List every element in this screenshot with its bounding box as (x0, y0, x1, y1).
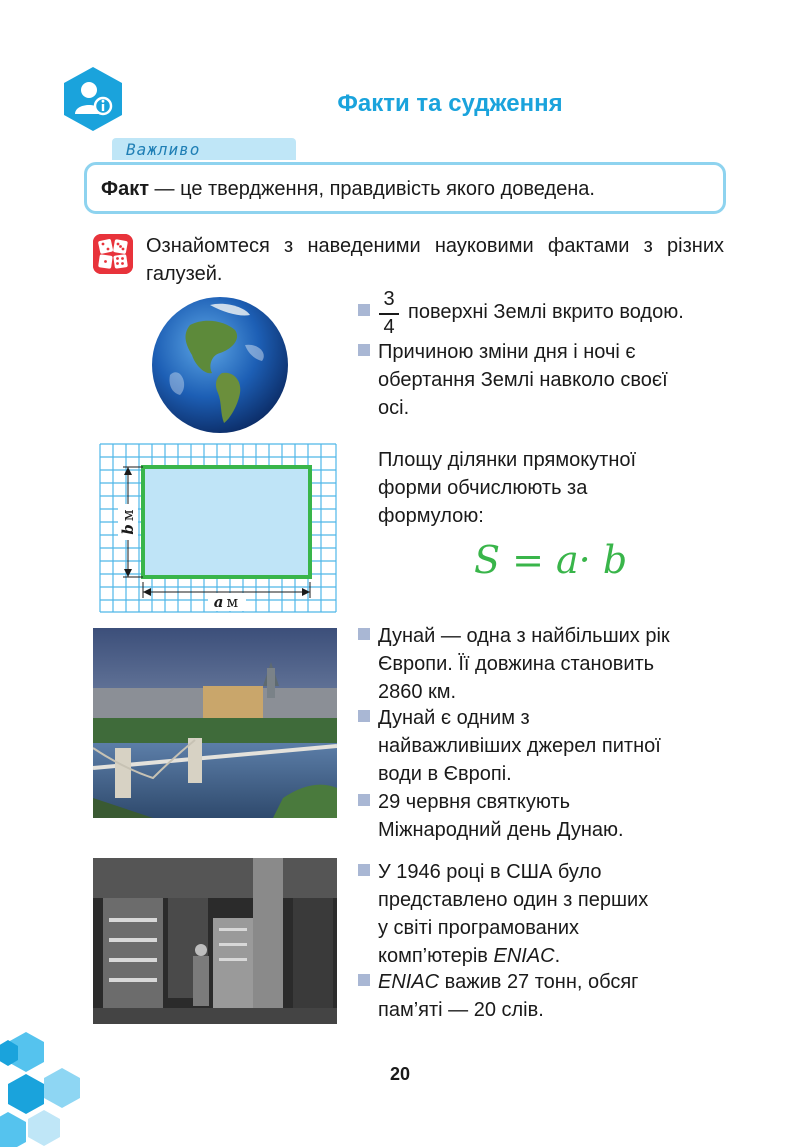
fact-line: води в Європі. (378, 763, 512, 785)
fact-line: Дунай — одна з найбільших рік (378, 625, 670, 647)
person-info-icon (62, 66, 124, 132)
fact-line: у світі програмованих (378, 917, 580, 939)
bullet-icon (358, 710, 370, 722)
fact-line: 29 червня святкують (378, 791, 571, 813)
earth-image (150, 295, 290, 435)
fact-line: . (554, 945, 561, 967)
eniac-photo (93, 858, 337, 1024)
area-text-line: формулою: (378, 505, 484, 527)
eniac-fact-weight (358, 968, 748, 1024)
fact-water (358, 288, 738, 338)
label-b-unit: м (119, 509, 137, 522)
danube-fact-day (358, 788, 748, 844)
fact-line: 2860 км. (378, 681, 457, 703)
fraction-numerator: 3 (383, 288, 395, 310)
bullet-icon (358, 344, 370, 356)
definition-term: Факт (101, 178, 149, 200)
eniac-name: ENIAC (378, 971, 440, 993)
important-label: Важливо (126, 140, 201, 159)
bullet-icon (358, 864, 370, 876)
fact-line: Міжнародний день Дунаю. (378, 819, 624, 841)
bullet-icon (358, 628, 370, 640)
page-title: Факти та судження (337, 90, 563, 117)
fact-line: важив 27 тонн, обсяг (439, 971, 639, 993)
label-b: b (119, 524, 137, 535)
fact-line: Дунай є одним з (378, 707, 530, 729)
fraction (378, 288, 400, 338)
bullet-icon (358, 794, 370, 806)
hexagon-decoration (0, 1020, 90, 1147)
area-formula: S = a· b (474, 538, 628, 582)
danube-fact-water (358, 704, 748, 788)
svg-text:bм (119, 509, 137, 535)
page-number: 20 (389, 1064, 411, 1084)
definition-body: — це твердження, правдивість якого доведена. (149, 178, 595, 200)
intro-text: Ознайомтеся з наведеними науковими фактами з різних галузей. (146, 235, 724, 285)
fact-day-night (358, 338, 738, 422)
fact-line: осі. (378, 397, 410, 419)
definition-box (84, 162, 726, 214)
danube-fact-length (358, 622, 748, 706)
bullet-icon (358, 974, 370, 986)
danube-photo (93, 628, 337, 818)
fact-line: обертання Землі навколо своєї (378, 369, 668, 391)
fact-line: Причиною зміни дня і ночі є (378, 341, 636, 363)
definition-text (101, 178, 595, 201)
area-text-line: форми обчислюють за (378, 477, 588, 499)
fraction-denominator: 4 (383, 316, 395, 338)
bullet-icon (358, 304, 370, 316)
eniac-name: ENIAC (493, 945, 555, 967)
fact-water-text: поверхні Землі вкрито водою. (408, 301, 684, 323)
area-text-line: Площу ділянки прямокутної (378, 449, 637, 471)
fact-line: Європи. Її довжина становить (378, 653, 655, 675)
fact-line: представлено один з перших (378, 889, 649, 911)
eniac-fact-1946 (358, 858, 748, 970)
important-tab (112, 138, 296, 160)
rectangle-area-diagram (98, 442, 338, 614)
label-a-unit: м (226, 593, 239, 611)
dice-icon (93, 234, 133, 274)
label-a: a (213, 593, 224, 611)
fact-line: У 1946 році в США було (378, 861, 602, 883)
fact-line: найважливіших джерел питної (378, 735, 661, 757)
area-text (378, 446, 738, 530)
fact-line: комп’ютерів (378, 945, 494, 967)
svg-text:aм (214, 593, 239, 611)
fact-line: пам’яті — 20 слів. (378, 999, 544, 1021)
